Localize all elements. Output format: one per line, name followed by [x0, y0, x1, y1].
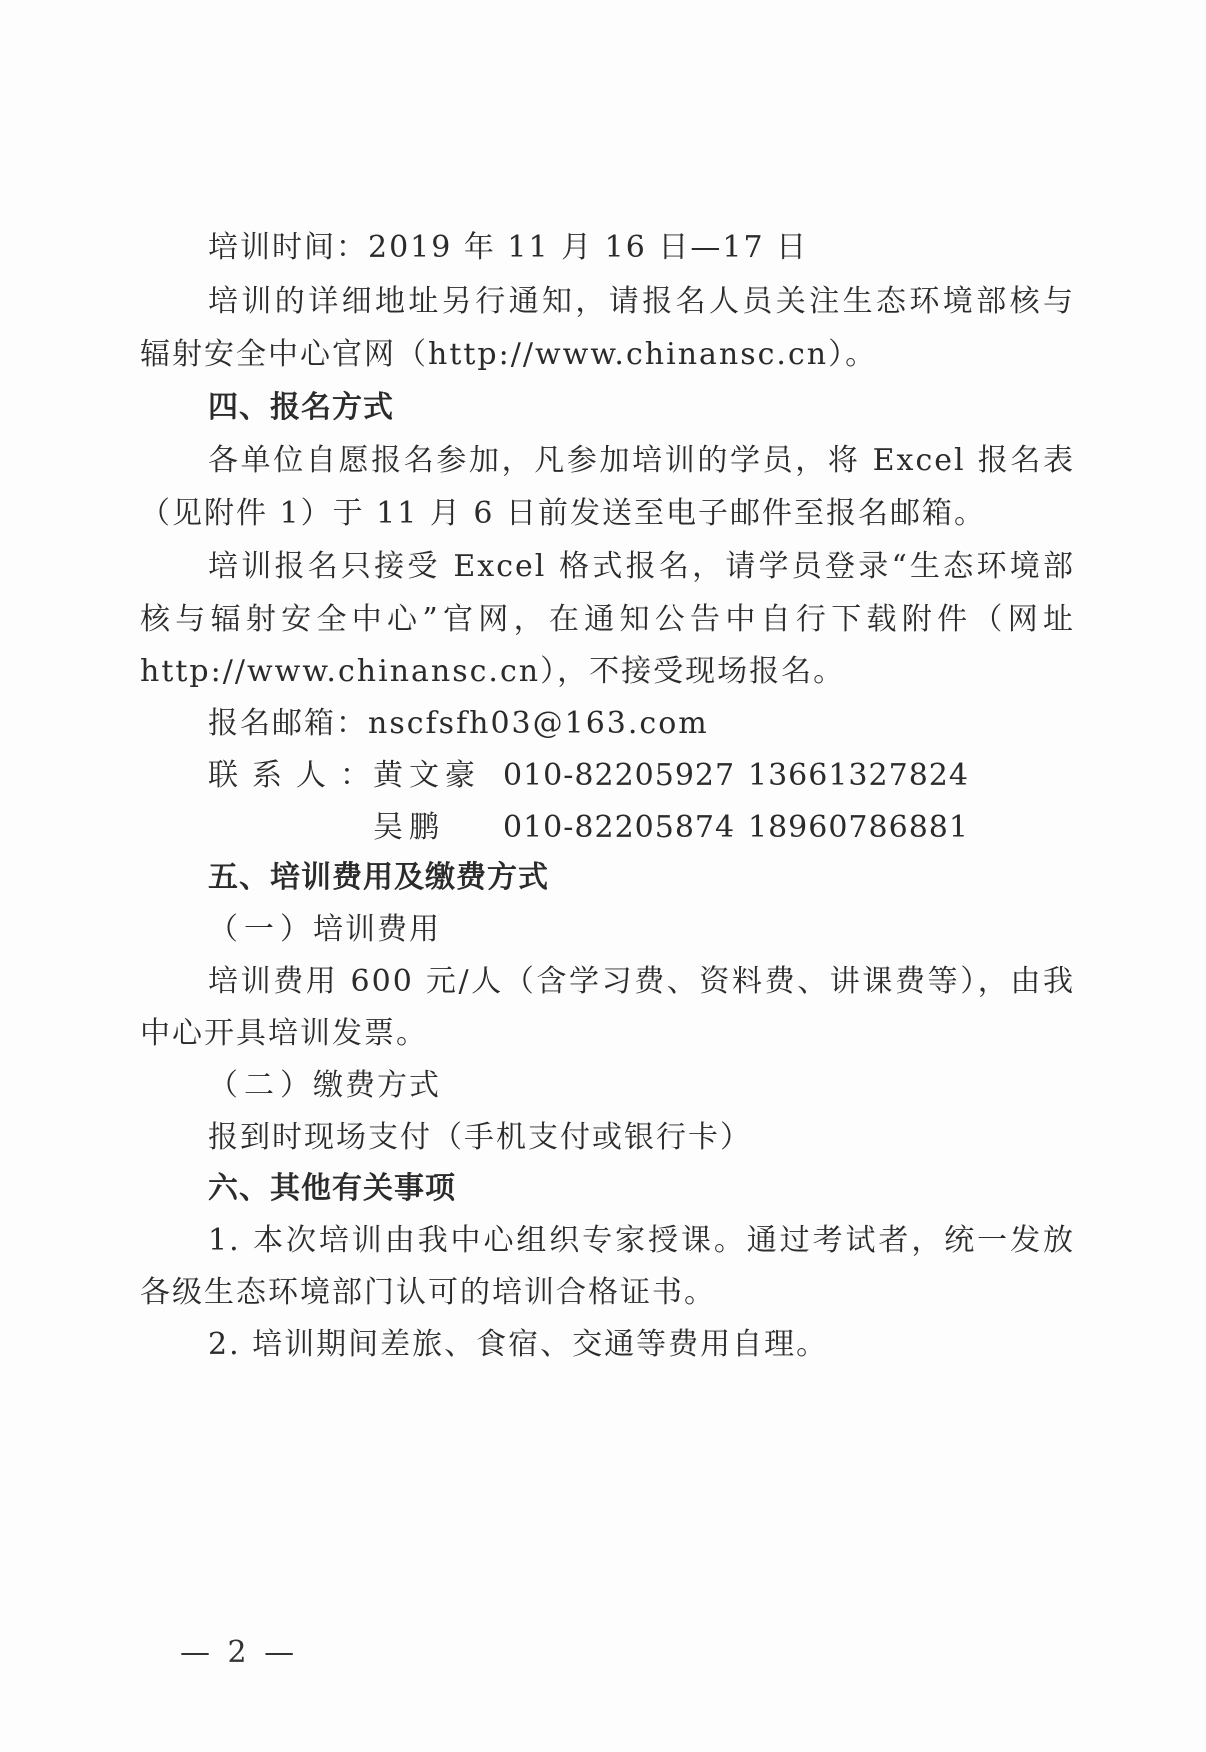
registration-para-1-line-1: 各单位自愿报名参加，凡参加培训的学员，将 Excel 报名表: [208, 443, 1075, 478]
contact-tel: 010-82205927: [503, 758, 736, 793]
subsection-1-mark: （一）: [208, 912, 316, 947]
subsection-1-title: [208, 910, 1075, 950]
contact-row-2: [208, 808, 1075, 848]
section-4-heading: 四、报名方式: [208, 390, 394, 425]
section-5-heading: 五、培训费用及缴费方式: [208, 860, 549, 895]
fee-line-1: 培训费用 600 元/人（含学习费、资料费、讲课费等），由我: [208, 964, 1075, 999]
subsection-2-mark: （二）: [208, 1068, 316, 1103]
registration-para-1-line-2: （见附件 1）于 11 月 6 日前发送至电子邮件至报名邮箱。: [140, 496, 987, 531]
item-2: 2. 培训期间差旅、食宿、交通等费用自理。: [208, 1327, 829, 1362]
page-number: — 2 —: [180, 1635, 299, 1670]
contact-mobile: 13661327824: [748, 758, 969, 793]
fee-line-2: 中心开具培训发票。: [140, 1016, 428, 1051]
subsection-2-title: [208, 1066, 1075, 1106]
contact-mobile: 18960786881: [748, 810, 969, 845]
address-notice-line-1: 培训的详细地址另行通知，请报名人员关注生态环境部核与: [208, 284, 1075, 319]
item-1-line-2: 各级生态环境部门认可的培训合格证书。: [140, 1275, 716, 1310]
subsection-2-label: 缴费方式: [313, 1068, 441, 1103]
registration-para-2-line-3: http://www.chinansc.cn），不接受现场报名。: [140, 654, 846, 689]
contact-row-1: [208, 756, 1075, 796]
registration-email: 报名邮箱：nscfsfh03@163.com: [208, 706, 709, 741]
contact-name: 黄文豪: [373, 758, 481, 793]
contact-tel: 010-82205874: [503, 810, 736, 845]
payment-method: 报到时现场支付（手机支付或银行卡）: [208, 1120, 752, 1155]
address-notice-line-2: 辐射安全中心官网（http://www.chinansc.cn）。: [140, 337, 878, 372]
contact-label: 联系人：: [208, 758, 384, 793]
registration-para-2-line-2: 核与辐射安全中心”官网，在通知公告中自行下载附件（网址: [140, 602, 1075, 637]
item-1-line-1: 1. 本次培训由我中心组织专家授课。通过考试者，统一发放: [208, 1223, 1075, 1258]
subsection-1-label: 培训费用: [313, 912, 441, 947]
training-time: 培训时间：2019 年 11 月 16 日—17 日: [208, 230, 809, 265]
section-6-heading: 六、其他有关事项: [208, 1171, 456, 1206]
contact-name: 吴鹏: [373, 810, 445, 845]
registration-para-2-line-1: 培训报名只接受 Excel 格式报名，请学员登录“生态环境部: [208, 549, 1075, 584]
